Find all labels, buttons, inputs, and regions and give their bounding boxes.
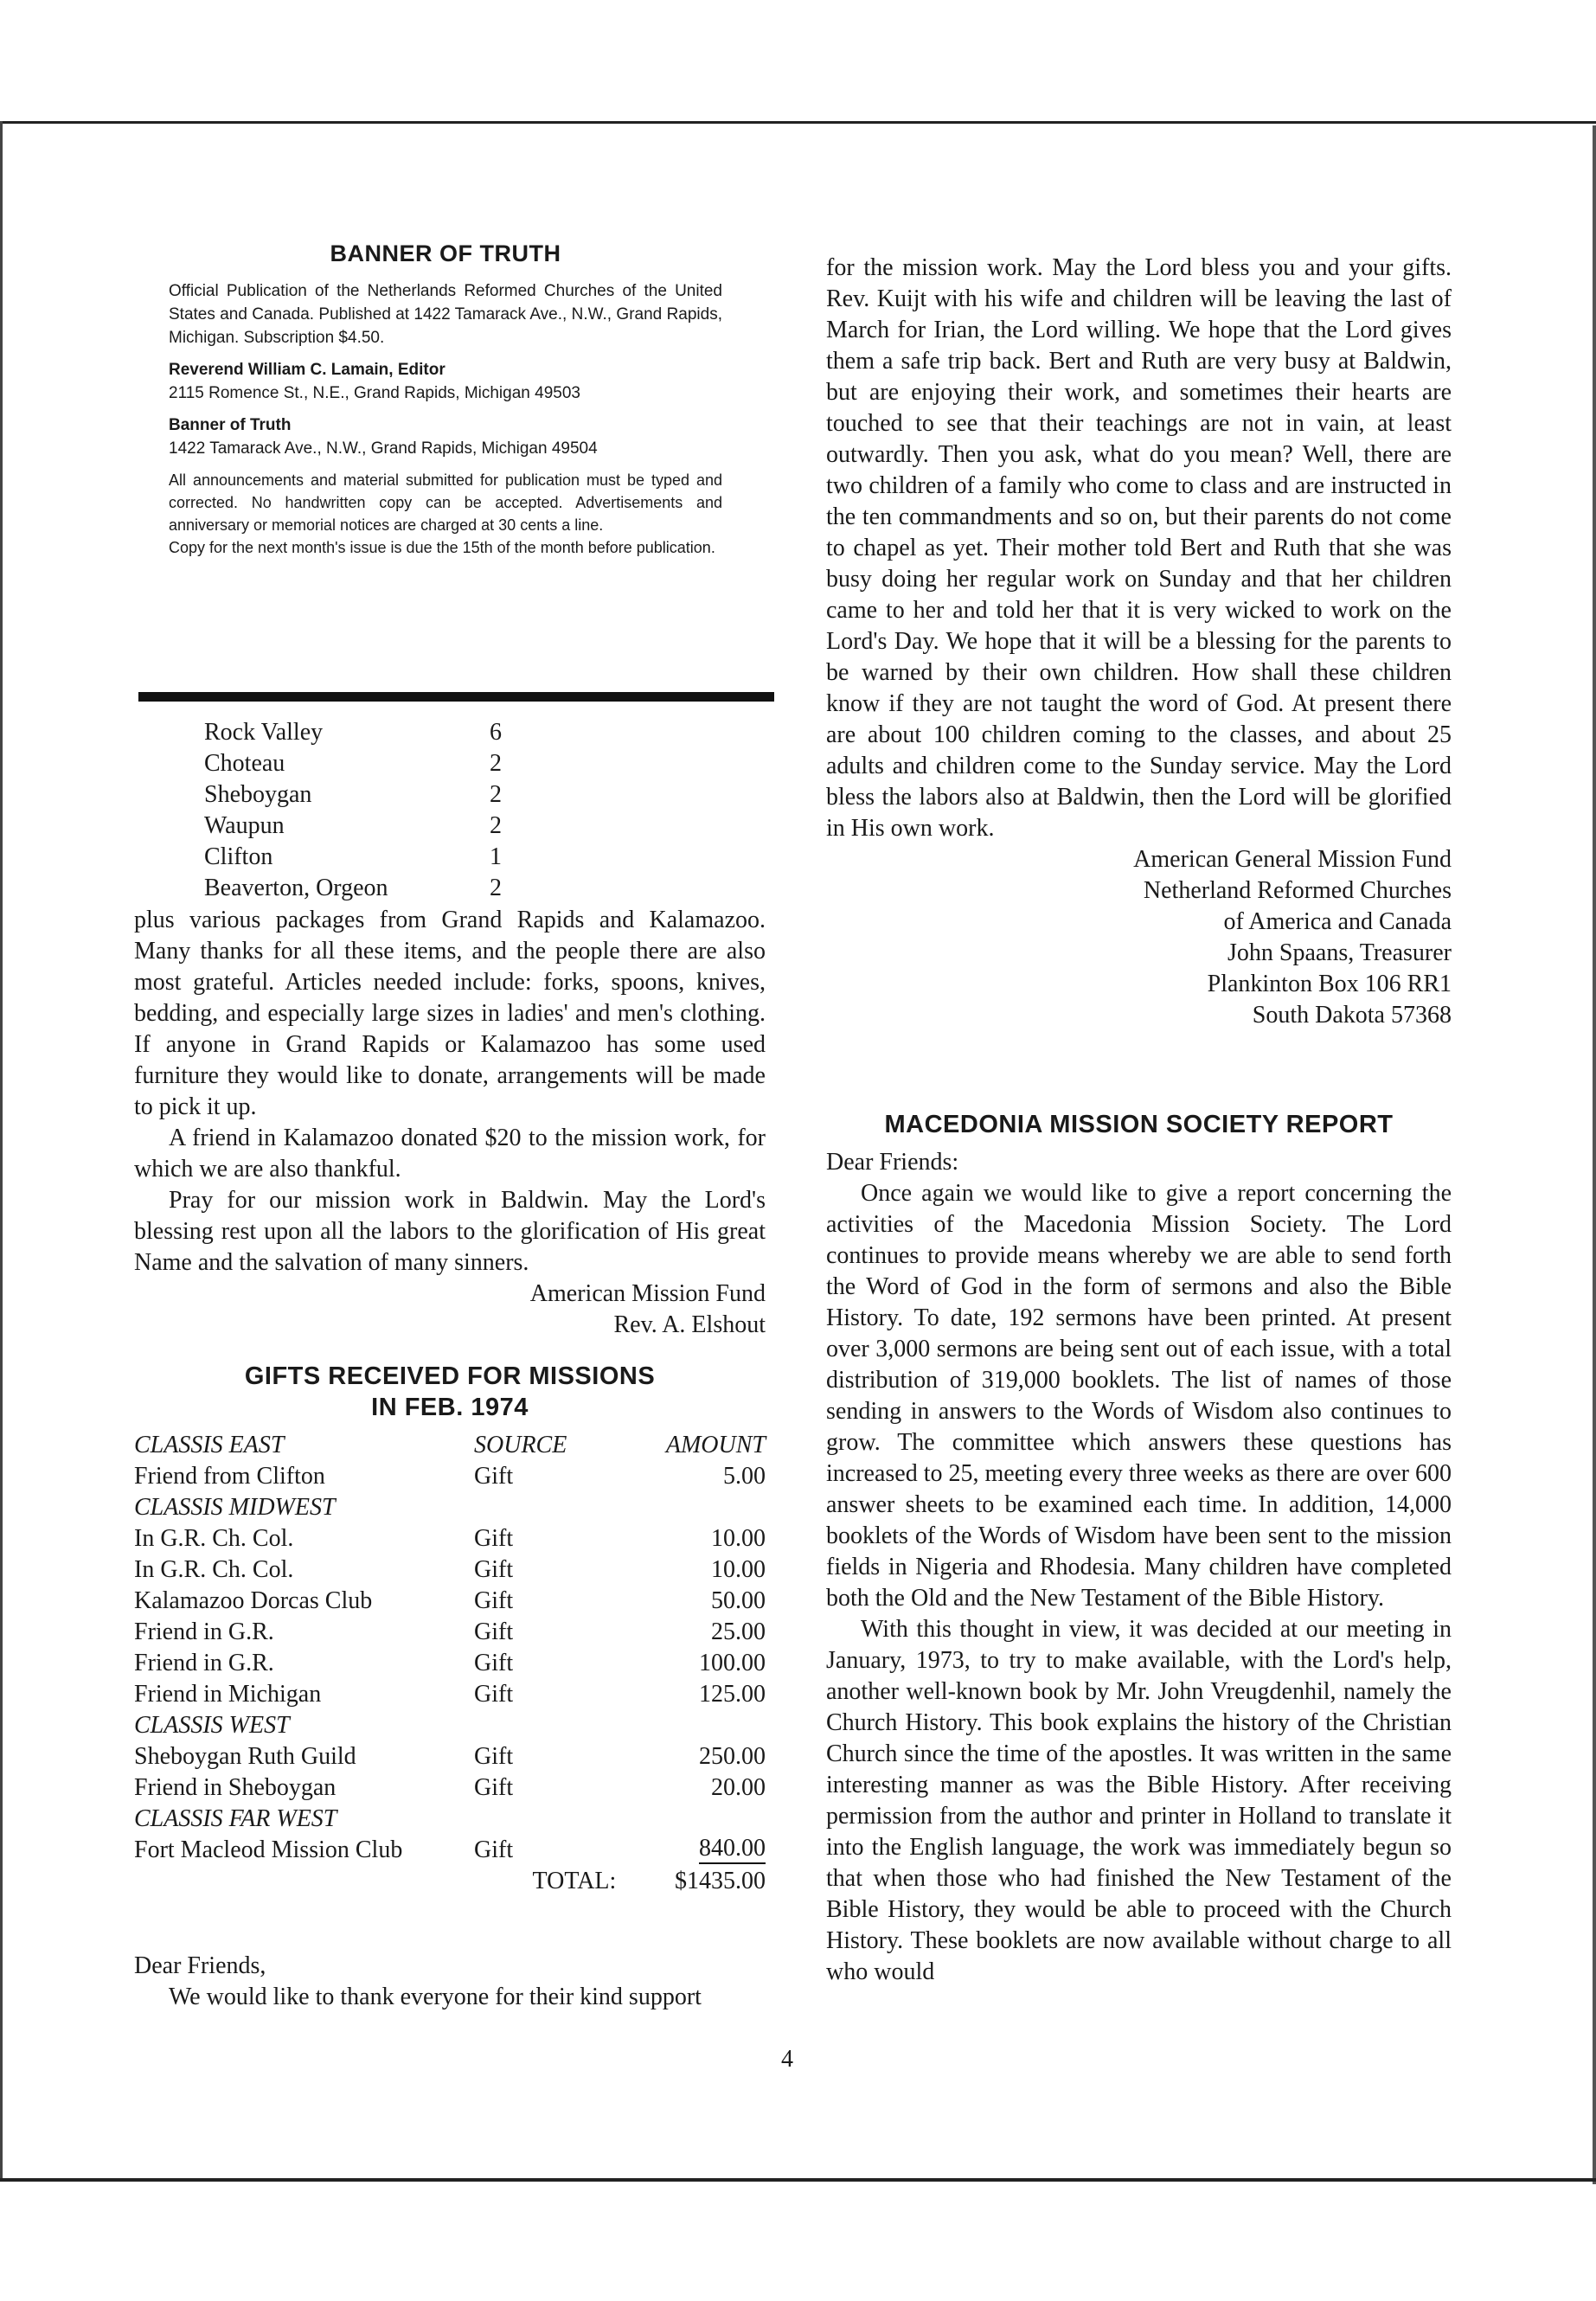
left-column-body <box>134 905 766 1341</box>
list-item: Rock Valley 6 <box>204 719 502 746</box>
paragraph: A friend in Kalamazoo donated $20 to the mission work, for which we are also thankful. <box>134 1125 766 1183</box>
gifts-section <box>134 1361 766 1895</box>
gifts-heading: GIFTS RECEIVED FOR MISSIONS <box>244 1362 656 1390</box>
letter <box>134 1951 766 2013</box>
scan-edge-bottom <box>0 2178 1596 2182</box>
signature-line: South Dakota 57368 <box>1252 1002 1452 1029</box>
gifts-table <box>134 1428 766 1895</box>
macedonia-salutation: Dear Friends: <box>826 1149 959 1176</box>
signature-line: of America and Canada <box>1223 908 1452 935</box>
table-row: CLASSIS MIDWEST <box>134 1494 336 1521</box>
scan-edge-left <box>0 121 3 2180</box>
paragraph: for the mission work. May the Lord bless you and your gifts. Rev. Kuijt with his wife and children will be leaving the last of March for Irian, the Lord willing. We hope that the Lord gives them a safe trip back. Bert and Ruth are very busy at Baldwin, but are enjoying their work, and sometimes their hearts are touched to see that their teachings are not in vain, at least outwardly. Then you ask, what do you mean? Well, there are two children of a family who come to class and are instructed in the ten commandments and so on, but their parents do not come to chapel as yet. Their mother told Bert and Ruth that she was busy doing her regular work on Sunday and that her children came to her and told her that it is very wicked to work on the Lord's Day. We hope that it will be a blessing for the parents to be warned by their own children. How shall these children know if they are not taught the word of God. At present there are about 100 children coming to the classes, and about 25 adults and children come to the Sunday service. May the Lord bless the labors also at Baldwin, then the Lord will be glorified in His own work. <box>826 254 1452 842</box>
gifts-subheading: IN FEB. 1974 <box>371 1394 529 1421</box>
total-label: TOTAL: <box>532 1868 617 1894</box>
list-item: Beaverton, Orgeon 2 <box>204 875 502 901</box>
signature-line: Netherland Reformed Churches <box>1143 877 1452 904</box>
table-row: In G.R. Ch. Col. Gift 10.00 <box>134 1556 766 1583</box>
list-item: Clifton 1 <box>204 843 502 870</box>
column-header-amount: AMOUNT <box>665 1432 766 1458</box>
masthead-divider <box>138 692 774 702</box>
paragraph: plus various packages from Grand Rapids and Kalamazoo. Many thanks for all these items, and the people there are also most grateful. Articles needed include: forks, spoons, knives, bedding, and especially large sizes in ladies' and men's clothing. If anyone in Grand Rapids or Kalamazoo has some used furniture they would like to donate, arrangements will be made to pick it up. <box>134 907 766 1120</box>
signature-line: American Mission Fund <box>529 1280 766 1307</box>
page-number: 4 <box>781 2046 793 2073</box>
table-row: In G.R. Ch. Col. Gift 10.00 <box>134 1525 766 1552</box>
list-item: Sheboygan 2 <box>204 781 502 808</box>
table-row: Fort Macleod Mission Club Gift 840.00 <box>134 1835 766 1863</box>
last-amount: 840.00 <box>699 1835 766 1864</box>
table-row: Friend in G.R. Gift 100.00 <box>134 1650 766 1676</box>
letter-start: We would like to thank everyone for their kind support <box>169 1984 702 2010</box>
signature-line: Rev. A. Elshout <box>613 1311 766 1338</box>
right-column-body <box>826 253 1452 1031</box>
editor-name: Reverend William C. Lamain, Editor <box>169 361 445 379</box>
signature-line: Plankinton Box 106 RR1 <box>1207 971 1452 997</box>
paragraph: Pray for our mission work in Baldwin. May the Lord's blessing rest upon all the labors to the glorification of His great Name and the salvation of many sinners. <box>134 1187 766 1276</box>
masthead-editor <box>169 358 722 405</box>
total-amount: $1435.00 <box>675 1868 766 1894</box>
masthead-deadline: Copy for the next month's issue is due the 15th of the month before publication. <box>169 539 715 556</box>
column-header-source: SOURCE <box>474 1432 567 1458</box>
masthead <box>169 240 722 559</box>
office-address: 1422 Tamarack Ave., N.W., Grand Rapids, Michigan 49504 <box>169 439 598 458</box>
office-name: Banner of Truth <box>169 416 292 434</box>
list-item: Waupun 2 <box>204 812 502 839</box>
masthead-office <box>169 413 722 460</box>
table-row: CLASSIS WEST <box>134 1712 290 1739</box>
masthead-title: BANNER OF TRUTH <box>330 240 561 266</box>
table-row: Friend in G.R. Gift 25.00 <box>134 1618 766 1645</box>
table-row: Friend in Michigan Gift 125.00 <box>134 1681 766 1708</box>
macedonia-heading: MACEDONIA MISSION SOCIETY REPORT <box>884 1111 1394 1138</box>
list-item: Choteau 2 <box>204 750 502 777</box>
table-row: Friend in Sheboygan Gift 20.00 <box>134 1774 766 1801</box>
towns-list <box>204 717 550 904</box>
masthead-notice: All announcements and material submitted for publication must be typed and corrected. No handwritten copy can be accepted. Advertisements and anniversary or memorial notices are charged at 30 cents a line. <box>169 471 722 534</box>
paragraph: With this thought in view, it was decided at our meeting in January, 1973, to try to make available, with the Lord's help, another well-known book by Mr. John Vreugdenhil, namely the Church History. This book explains the history of the Christian Church since the time of the apostles. It was written in the same interesting manner as was the Bible History. After receiving permission from the author and printer in Holland to translate it into the English language, the work was immediately begun so that when those who had finished the New Testament of the Bible History, they would be able to proceed with the Church History. These booklets are now available without charge to all who would <box>826 1616 1452 1985</box>
macedonia-section <box>826 1109 1452 1988</box>
table-row: Kalamazoo Dorcas Club Gift 50.00 <box>134 1587 766 1614</box>
signature-line: American General Mission Fund <box>1133 846 1452 873</box>
table-row: CLASSIS EAST SOURCE AMOUNT <box>134 1428 766 1459</box>
scan-edge-right <box>1593 125 1596 2184</box>
scan-edge-top <box>0 121 1596 124</box>
editor-address: 2115 Romence St., N.E., Grand Rapids, Michigan 49503 <box>169 384 580 402</box>
signature-line: John Spaans, Treasurer <box>1227 939 1452 966</box>
total-row <box>134 1864 766 1895</box>
letter-salutation: Dear Friends, <box>134 1952 266 1979</box>
paragraph: Once again we would like to give a report concerning the activities of the Macedonia Mission Society. The Lord continues to provide means whereby we are able to send forth the Word of God in the form of sermons and also the Bible History. To date, 192 sermons have been printed. At present over 3,000 sermons are being sent out of each issue, with a total distribution of 319,000 booklets. The list of names of those sending in answers to the Words of Wisdom also continues to grow. The committee which answers these questions has increased to 25, meeting every three weeks as there are over 600 answer sheets to be examined each time. In addition, 14,000 booklets of the Words of Wisdom have been sent to the mission fields in Nigeria and Rhodesia. Many children have completed both the Old and the New Testament of the Bible History. <box>826 1180 1452 1612</box>
table-row: Friend from Clifton Gift 5.00 <box>134 1463 766 1490</box>
table-row: Sheboygan Ruth Guild Gift 250.00 <box>134 1743 766 1770</box>
masthead-publication-info: Official Publication of the Netherlands Reformed Churches of the United States and Canada. Published at 1422 Tamarack Ave., N.W., Grand Rapids, Michigan. Subscription $4.50. <box>169 282 722 347</box>
table-row: CLASSIS FAR WEST <box>134 1805 337 1832</box>
